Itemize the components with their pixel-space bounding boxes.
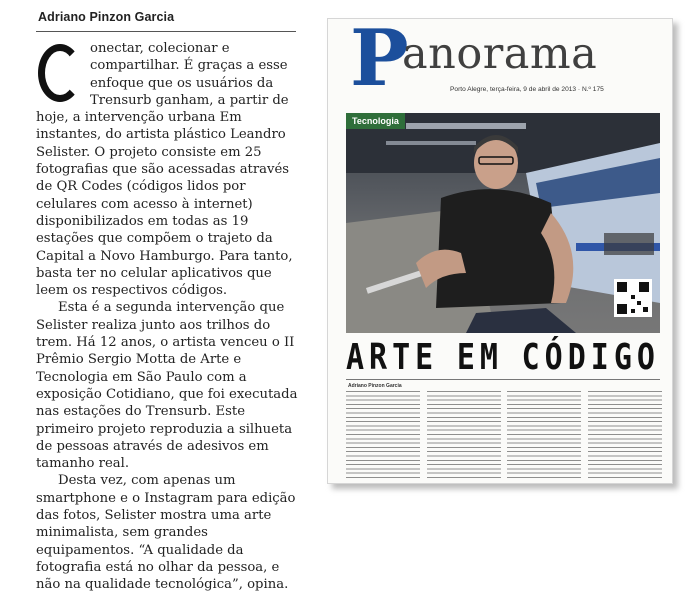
headline-word: CÓDIGO xyxy=(521,336,660,378)
photo-caption-box xyxy=(604,233,654,255)
inner-byline: Adriano Pinzon Garcia xyxy=(348,383,402,389)
article-paragraph-2: Esta é a segunda intervenção que Selister realiza junto aos trilhos do trem. Há 12 anos, o artista venceu o II Prêmio Sergio Motta de Arte e Tecnologia em São Paulo com a exposição Cotidiano, que foi executada nas estações do Trensurb. Este primeiro projeto reproduzia a silhueta de pessoas através de adesivos em tamanho real. xyxy=(36,300,298,472)
masthead-dateline: Porto Alegre, terça-feira, 9 de abril de 2013 · N.º 175 xyxy=(450,86,604,93)
qr-module xyxy=(631,309,635,313)
article-paragraph-3: Desta vez, com apenas um smartphone e o Instagram para edição das fotos, Selister mostra uma arte minimalista, sem grandes equipamentos. “A qualidade da fotografia está no olhar da pessoa, e não na qualidade tecnológica”, opina. xyxy=(36,473,296,593)
masthead-title: anorama xyxy=(402,29,598,79)
masthead xyxy=(350,13,670,104)
text-column xyxy=(507,391,581,479)
qr-module xyxy=(631,295,635,299)
photo-illustration xyxy=(346,113,660,333)
headline-divider xyxy=(346,379,660,380)
article-paragraph-1: onectar, colecionar e compartilhar. É graças a esse enfoque que os usuários da Trensurb ganham, a partir de hoje, a intervenção urbana Em instantes, do artista plástico Leandro Selister. O projeto consiste em 25 fotografias que são acessadas através de QR Codes (códigos lidos por celulares com acesso à internet) disponibilizados em todas as 19 estações que compõem o trajeto da Capital a Novo Hamburgo. Para tanto, basta ter no celular aplicativos que leem os respectivos códigos. xyxy=(36,41,293,299)
article-column xyxy=(0,0,318,593)
qr-module xyxy=(637,301,641,305)
person-shirt xyxy=(436,189,561,308)
qr-module xyxy=(643,307,648,312)
qr-finder xyxy=(617,282,627,292)
ceiling-light xyxy=(406,123,526,129)
article-photo xyxy=(346,113,660,333)
masthead-initial: P xyxy=(350,13,409,104)
headline xyxy=(346,336,660,378)
text-column xyxy=(588,391,662,479)
section-tag: Tecnologia xyxy=(346,113,405,129)
qr-finder xyxy=(617,304,627,314)
headline-word: EM xyxy=(456,336,503,378)
article-byline: Adriano Pinzon Garcia xyxy=(38,10,175,24)
text-column xyxy=(427,391,501,479)
text-column xyxy=(346,391,420,479)
headline-word: ARTE xyxy=(346,336,439,378)
article-text-columns xyxy=(346,391,662,479)
dropcap-letter-shape xyxy=(38,44,82,102)
article-body xyxy=(36,40,298,594)
newspaper-page xyxy=(327,13,673,484)
byline-divider xyxy=(36,31,296,32)
ceiling-light xyxy=(386,141,476,145)
dropcap xyxy=(38,44,84,102)
qr-finder xyxy=(639,282,649,292)
